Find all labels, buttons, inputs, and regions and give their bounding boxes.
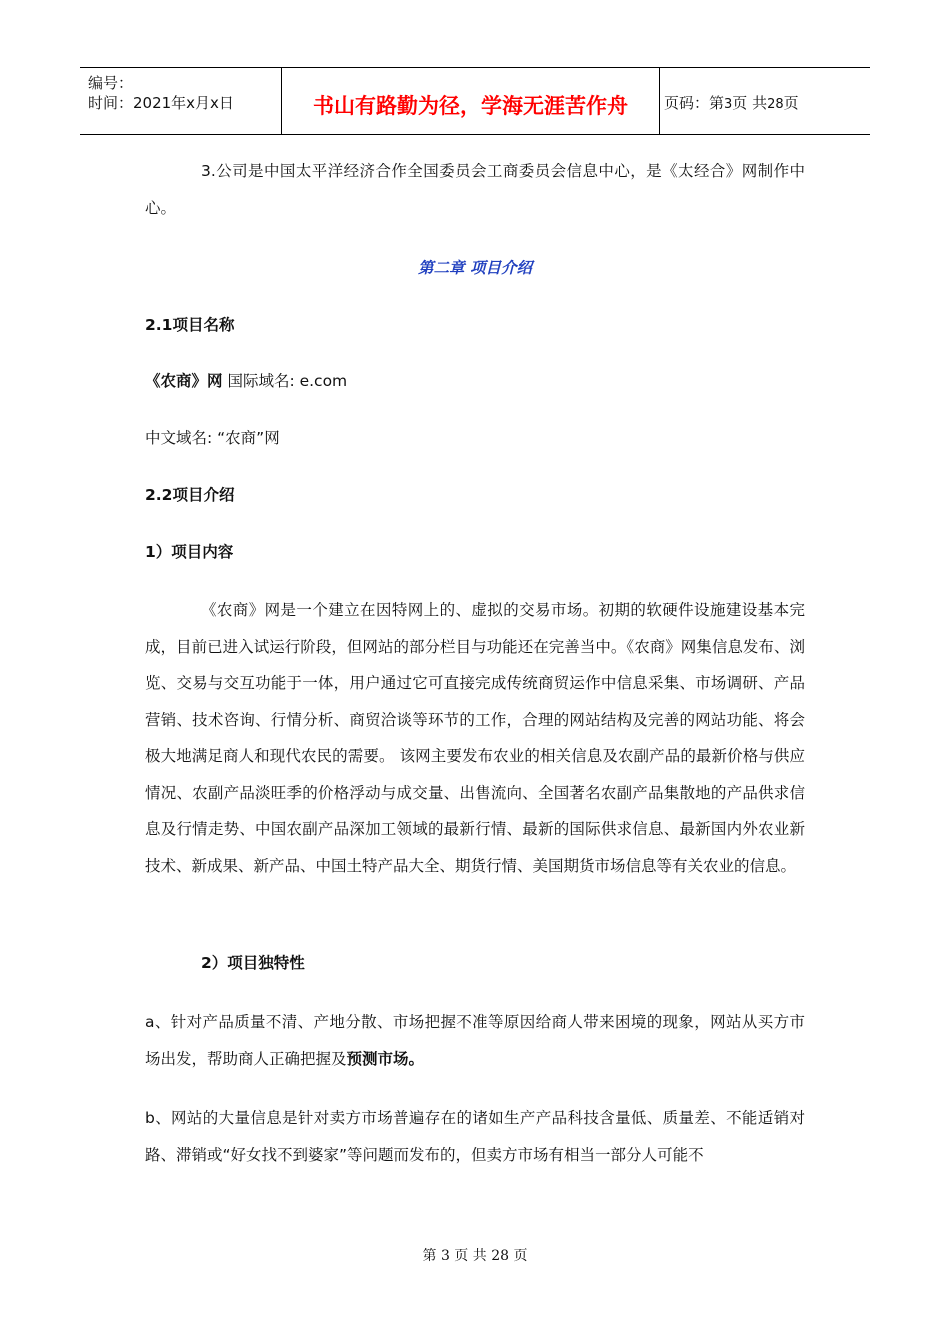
header-page-code	[664, 92, 799, 113]
page-code-current: 3	[724, 97, 733, 112]
page-code-suffix: 页	[783, 94, 799, 112]
header-right-cell	[660, 68, 870, 134]
section-heading-2-2: 2.2项目介绍	[145, 486, 235, 504]
page-code-total: 28	[767, 97, 784, 112]
header-motto: 书山有路勤为径，学海无涯苦作舟	[313, 94, 628, 118]
chinese-domain-line: 中文域名: “农商”网	[145, 429, 280, 447]
project-content-paragraph: 《农商》网是一个建立在因特网上的、虚拟的交易市场。初期的软硬件设施建设基本完成，目前已进入试运行阶段，但网站的部分栏目与功能还在完善当中。《农商》网集信息发布、浏览、交易与交互功能于一体，用户通过它可直接完成传统商贸运作中信息采集、市场调研、产品营销、技术咨询、行情分析、商贸洽谈等环节的工作，合理的网站结构及完善的网站功能、将会极大地满足商人和现代农民的需要。 该网主要发布农业的相关信息及农副产品的最新价格与供应情况、农副产品淡旺季的价格浮动与成交量、出售流向、全国著名农副产品集散地的产品供求信息及行情走势、中国农副产品深加工领域的最新行情、最新的国际供求信息、最新国内外农业新技术、新成果、新产品、中国土特产品大全、期货行情、美国期货市场信息等有关农业的信息。	[145, 601, 805, 875]
document-number-label: 编号：	[88, 74, 134, 92]
point-a-emphasis: 预测市场。	[346, 1049, 425, 1068]
section-heading-2-1: 2.1项目名称	[145, 316, 235, 334]
subheading-project-content: 1）项目内容	[145, 543, 234, 561]
document-time-label: 时间：2021年x月x日	[88, 94, 234, 112]
uniqueness-point-b: b、网站的大量信息是针对卖方市场普遍存在的诸如生产产品科技含量低、质量差、不能适销对路、滞销或“好女找不到婆家”等问题而发布的，但卖方市场有相当一部分人可能不	[145, 1109, 805, 1164]
page-header	[80, 67, 870, 135]
international-domain: 国际域名: e.com	[222, 372, 348, 390]
page-code-mid: 页 共	[732, 94, 768, 112]
project-name: 《农商》网	[145, 372, 223, 390]
point-a-text: a、针对产品质量不清、产地分散、市场把握不准等原因给商人带来困境的现象，网站从买方市场出发，帮助商人正确把握及	[145, 1013, 805, 1068]
page-footer: 第 3 页 共 28 页	[422, 1248, 528, 1264]
header-middle-cell	[282, 68, 660, 134]
subheading-project-uniqueness: 2）项目独特性	[201, 954, 305, 972]
intro-paragraph: 3.公司是中国太平洋经济合作全国委员会工商委员会信息中心，是《太经合》网制作中心。	[145, 162, 805, 217]
chapter-title: 第二章 项目介绍	[418, 259, 532, 277]
header-left-cell	[80, 68, 282, 134]
page-code-prefix: 页码：第	[664, 94, 725, 112]
uniqueness-point-a	[145, 1004, 805, 1077]
project-name-line	[145, 369, 347, 391]
